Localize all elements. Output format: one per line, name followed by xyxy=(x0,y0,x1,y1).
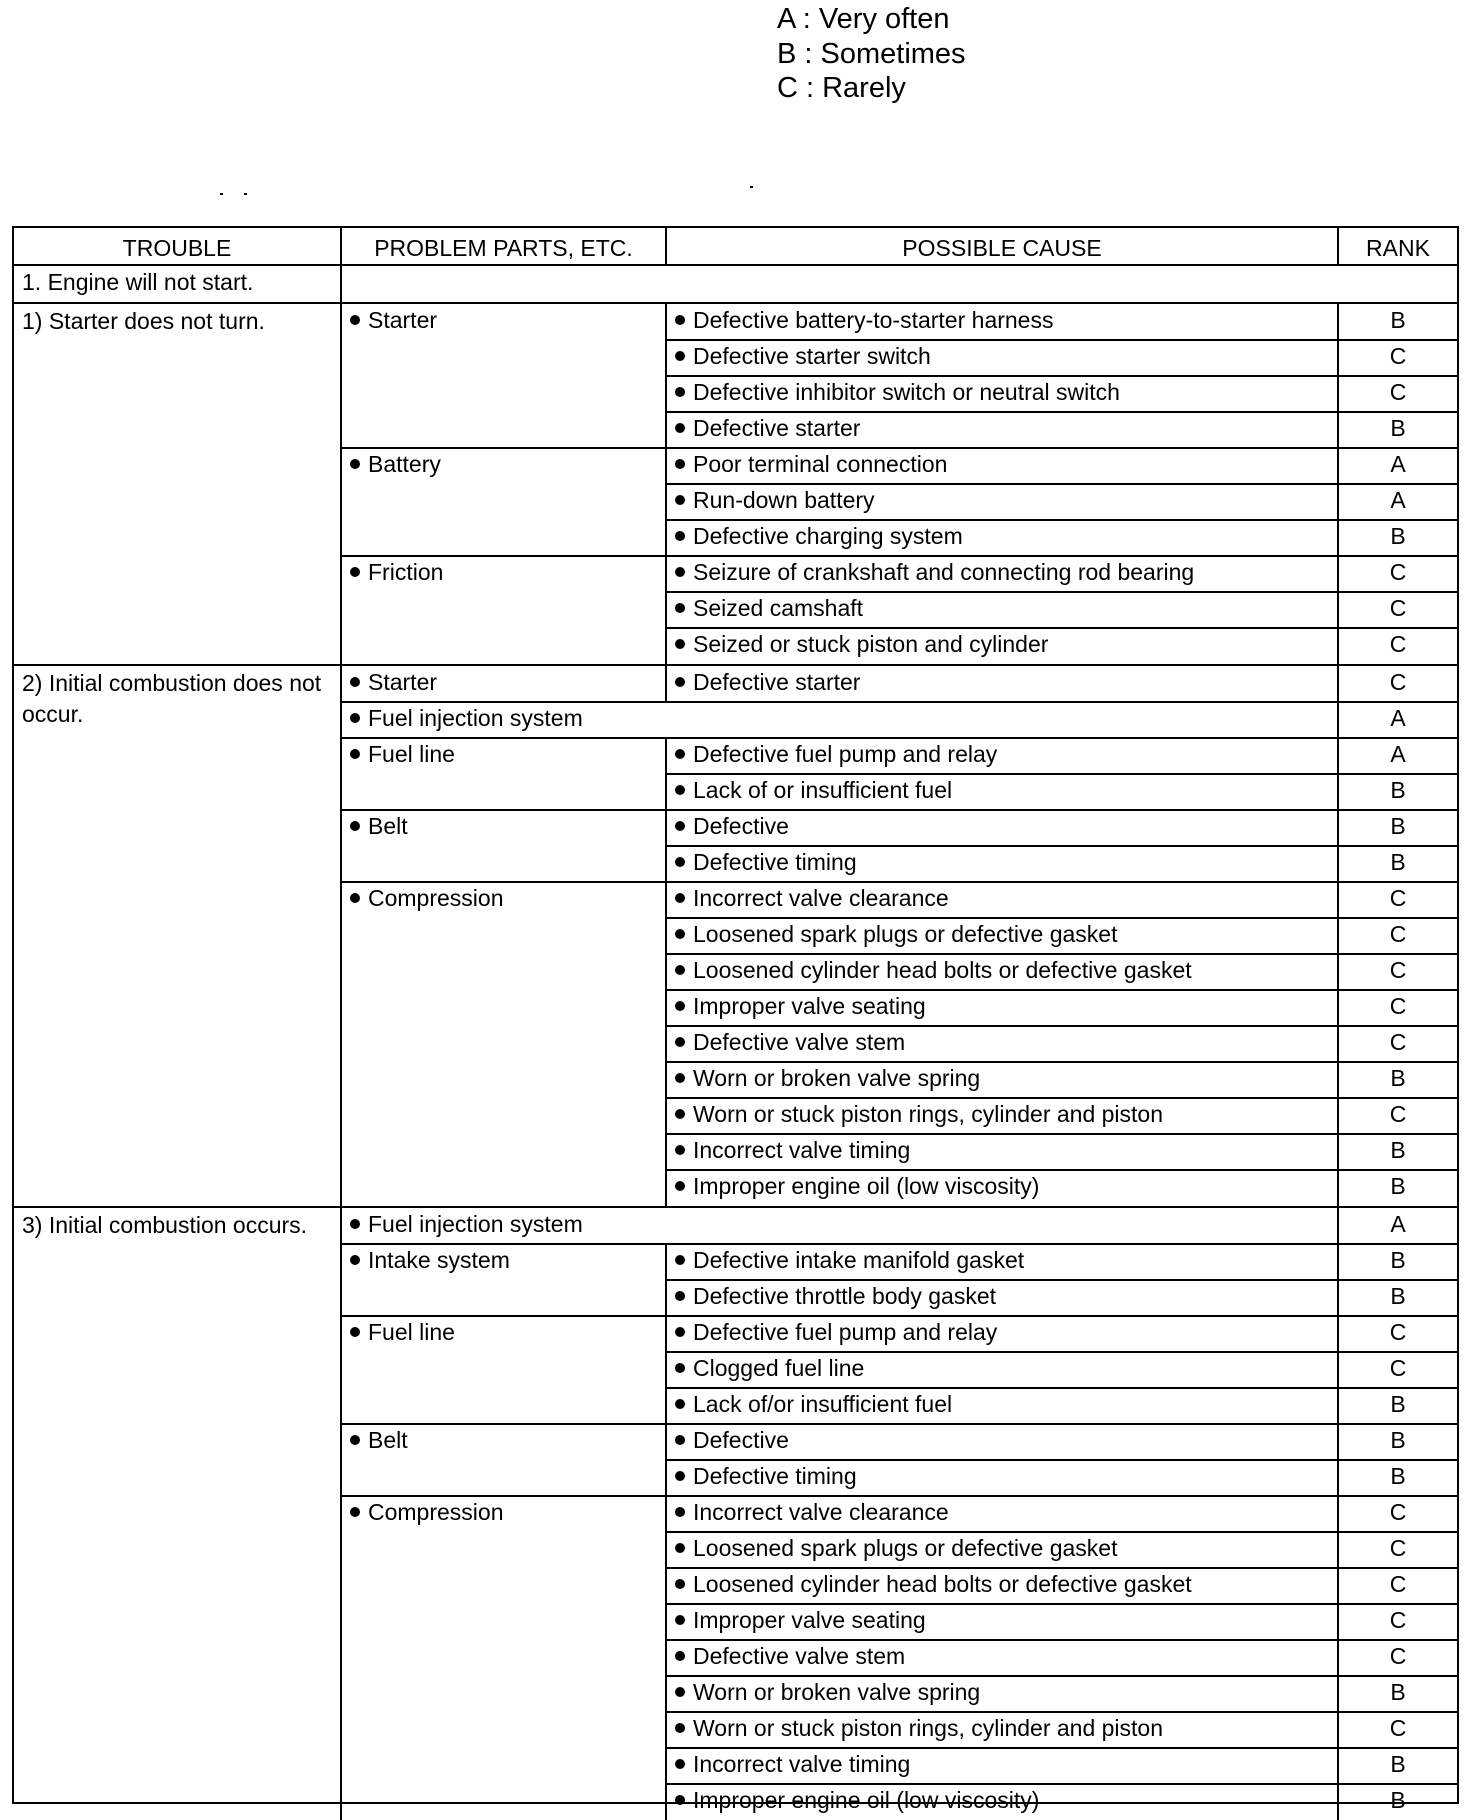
problem-part xyxy=(342,882,667,1206)
rank-cell-text: A xyxy=(1390,705,1406,731)
trouble-cell xyxy=(14,1208,342,1820)
scan-speck xyxy=(244,193,247,195)
cause-cell-text: Loosened spark plugs or defective gasket xyxy=(693,921,1118,947)
rank-cell-text: C xyxy=(1389,631,1407,657)
cause-cell xyxy=(667,954,1339,990)
cause-cell xyxy=(667,1098,1339,1134)
cause-cell-text: Defective intake manifold gasket xyxy=(693,1247,1025,1273)
bullet-icon xyxy=(350,749,360,759)
bullet-icon xyxy=(675,387,685,397)
problem-part-text: Fuel line xyxy=(368,1319,455,1345)
rank-cell xyxy=(1339,918,1457,954)
problem-part-span xyxy=(342,1208,1339,1244)
rank-cell xyxy=(1339,592,1457,628)
cause-cell xyxy=(667,666,1339,702)
rank-cell xyxy=(1339,1676,1457,1712)
rank-cell xyxy=(1339,1062,1457,1098)
cause-cell xyxy=(667,1604,1339,1640)
bullet-icon xyxy=(675,603,685,613)
cause-cell xyxy=(667,1784,1339,1820)
cause-cell-text: Incorrect valve timing xyxy=(693,1751,911,1777)
rank-cell-text: A xyxy=(1390,1211,1406,1237)
cause-cell-text: Loosened spark plugs or defective gasket xyxy=(693,1535,1118,1561)
bullet-icon xyxy=(675,1795,685,1805)
rank-cell xyxy=(1339,520,1457,556)
cause-cell-text: Defective inhibitor switch or neutral switch xyxy=(693,379,1120,405)
rank-cell-text: C xyxy=(1389,1643,1407,1669)
cause-cell-text: Defective starter xyxy=(693,415,861,441)
cause-cell-text: Defective xyxy=(693,813,789,839)
cause-cell xyxy=(667,1748,1339,1784)
rank-cell xyxy=(1339,1532,1457,1568)
cause-cell xyxy=(667,1062,1339,1098)
cause-cell xyxy=(667,1712,1339,1748)
cause-cell xyxy=(667,1568,1339,1604)
rank-cell-text: C xyxy=(1389,1571,1407,1597)
trouble-cell-text: 2) Initial combustion does not occur. xyxy=(22,670,322,728)
rank-cell xyxy=(1339,1496,1457,1532)
rank-cell xyxy=(1339,1604,1457,1640)
cause-cell xyxy=(667,1170,1339,1206)
rank-cell-text: B xyxy=(1390,1173,1406,1199)
rank-cell xyxy=(1339,340,1457,376)
bullet-icon xyxy=(675,1145,685,1155)
cause-cell-text: Seized camshaft xyxy=(693,595,864,621)
rank-cell xyxy=(1339,738,1457,774)
rank-cell-text: B xyxy=(1390,1751,1406,1777)
cause-cell-text: Improper engine oil (low viscosity) xyxy=(693,1787,1040,1813)
rank-cell xyxy=(1339,1208,1457,1244)
rank-cell-text: A xyxy=(1390,451,1406,477)
cause-cell-text: Loosened cylinder head bolts or defective gasket xyxy=(693,1571,1192,1597)
rank-cell xyxy=(1339,1640,1457,1676)
cause-cell xyxy=(667,304,1339,340)
bullet-icon xyxy=(350,713,360,723)
bullet-icon xyxy=(675,785,685,795)
cause-cell-text: Defective valve stem xyxy=(693,1643,906,1669)
bullet-icon xyxy=(675,1109,685,1119)
cause-cell xyxy=(667,810,1339,846)
cause-cell-text: Defective starter switch xyxy=(693,343,931,369)
scan-speck xyxy=(220,193,223,195)
rank-cell-text: C xyxy=(1389,957,1407,983)
rank-cell-text: C xyxy=(1389,1319,1407,1345)
problem-part xyxy=(342,810,667,882)
rank-cell xyxy=(1339,1748,1457,1784)
rank-cell-text: B xyxy=(1390,1787,1406,1813)
rank-cell xyxy=(1339,666,1457,702)
problem-part-text: Battery xyxy=(368,451,441,477)
problem-part xyxy=(342,1316,667,1424)
rank-cell xyxy=(1339,1316,1457,1352)
trouble-cell xyxy=(14,666,342,1206)
rank-cell xyxy=(1339,412,1457,448)
rank-cell-text: C xyxy=(1389,1355,1407,1381)
rank-cell-text: B xyxy=(1390,1283,1406,1309)
rank-cell-text: B xyxy=(1390,307,1406,333)
cause-cell xyxy=(667,376,1339,412)
cause-cell xyxy=(667,448,1339,484)
rank-cell-text: C xyxy=(1389,1535,1407,1561)
bullet-icon xyxy=(675,567,685,577)
cause-cell xyxy=(667,340,1339,376)
bullet-icon xyxy=(675,315,685,325)
cause-cell xyxy=(667,738,1339,774)
bullet-icon xyxy=(675,857,685,867)
cause-cell xyxy=(667,1424,1339,1460)
cause-cell xyxy=(667,556,1339,592)
bullet-icon xyxy=(350,459,360,469)
trouble-cell xyxy=(14,304,342,664)
header-cause-text: POSSIBLE CAUSE xyxy=(902,235,1102,261)
bullet-icon xyxy=(675,965,685,975)
rank-cell xyxy=(1339,1026,1457,1062)
rank-cell xyxy=(1339,774,1457,810)
bullet-icon xyxy=(350,821,360,831)
cause-cell-text: Run-down battery xyxy=(693,487,875,513)
rank-cell-text: B xyxy=(1390,1065,1406,1091)
header-parts-text: PROBLEM PARTS, ETC. xyxy=(374,235,633,261)
rank-cell-text: C xyxy=(1389,343,1407,369)
cause-cell xyxy=(667,1316,1339,1352)
cause-cell-text: Defective fuel pump and relay xyxy=(693,741,998,767)
bullet-icon xyxy=(675,1327,685,1337)
cause-cell xyxy=(667,592,1339,628)
rank-cell xyxy=(1339,1244,1457,1280)
cause-cell-text: Improper valve seating xyxy=(693,993,926,1019)
problem-part-text: Compression xyxy=(368,885,504,911)
cause-cell xyxy=(667,412,1339,448)
rank-cell xyxy=(1339,954,1457,990)
cause-cell xyxy=(667,774,1339,810)
cause-cell xyxy=(667,990,1339,1026)
cause-cell xyxy=(667,1676,1339,1712)
cause-cell xyxy=(667,520,1339,556)
header-parts xyxy=(342,228,667,264)
problem-part-text: Friction xyxy=(368,559,444,585)
header-trouble xyxy=(14,228,342,264)
rank-cell-text: B xyxy=(1390,1679,1406,1705)
rank-cell xyxy=(1339,1134,1457,1170)
problem-part xyxy=(342,738,667,810)
bullet-icon xyxy=(675,1687,685,1697)
bullet-icon xyxy=(675,749,685,759)
cause-cell-text: Defective battery-to-starter harness xyxy=(693,307,1054,333)
rank-cell-text: A xyxy=(1390,487,1406,513)
problem-part-span xyxy=(342,702,1339,738)
problem-part-text: Starter xyxy=(368,669,438,695)
rank-legend xyxy=(777,2,966,106)
bullet-icon xyxy=(675,459,685,469)
rank-cell xyxy=(1339,1388,1457,1424)
bullet-icon xyxy=(350,1435,360,1445)
bullet-icon xyxy=(350,893,360,903)
rank-cell-text: B xyxy=(1390,523,1406,549)
rank-cell-text: C xyxy=(1389,1499,1407,1525)
cause-cell-text: Defective fuel pump and relay xyxy=(693,1319,998,1345)
bullet-icon xyxy=(675,1001,685,1011)
problem-part-text: Belt xyxy=(368,1427,408,1453)
bullet-icon xyxy=(675,639,685,649)
cause-cell xyxy=(667,1026,1339,1062)
bullet-icon xyxy=(350,1507,360,1517)
cause-cell xyxy=(667,846,1339,882)
rank-cell xyxy=(1339,628,1457,664)
bullet-icon xyxy=(675,351,685,361)
cause-cell-text: Clogged fuel line xyxy=(693,1355,865,1381)
rank-cell-text: C xyxy=(1389,379,1407,405)
rank-cell xyxy=(1339,304,1457,340)
rank-cell-text: B xyxy=(1390,849,1406,875)
rank-cell-text: C xyxy=(1389,993,1407,1019)
bullet-icon xyxy=(675,929,685,939)
rank-cell xyxy=(1339,1460,1457,1496)
rank-cell xyxy=(1339,556,1457,592)
troubleshooting-table xyxy=(12,226,1459,1813)
rank-cell-text: B xyxy=(1390,1391,1406,1417)
cause-cell xyxy=(667,882,1339,918)
rank-cell xyxy=(1339,846,1457,882)
bullet-icon xyxy=(675,1507,685,1517)
trouble-cell-text: 3) Initial combustion occurs. xyxy=(22,1212,308,1238)
legend-item-b: B : Sometimes xyxy=(777,37,966,70)
cause-cell-text: Defective throttle body gasket xyxy=(693,1283,996,1309)
bullet-icon xyxy=(675,1363,685,1373)
cause-cell-text: Defective timing xyxy=(693,849,857,875)
bullet-icon xyxy=(675,1759,685,1769)
problem-part xyxy=(342,556,667,664)
problem-part xyxy=(342,1424,667,1496)
rank-cell xyxy=(1339,1568,1457,1604)
cause-cell-text: Improper engine oil (low viscosity) xyxy=(693,1173,1040,1199)
cause-cell-text: Defective timing xyxy=(693,1463,857,1489)
legend-item-c: C : Rarely xyxy=(777,72,906,104)
problem-part xyxy=(342,1244,667,1316)
rank-cell xyxy=(1339,484,1457,520)
rank-cell-text: B xyxy=(1390,1427,1406,1453)
rank-cell-text: C xyxy=(1389,669,1407,695)
cause-cell-text: Defective xyxy=(693,1427,789,1453)
cause-cell-text: Loosened cylinder head bolts or defective gasket xyxy=(693,957,1192,983)
cause-cell-text: Worn or broken valve spring xyxy=(693,1065,981,1091)
rank-cell-text: A xyxy=(1390,741,1406,767)
rank-cell xyxy=(1339,702,1457,738)
cause-cell-text: Lack of or insufficient fuel xyxy=(693,777,953,803)
rank-cell xyxy=(1339,810,1457,846)
bullet-icon xyxy=(675,1579,685,1589)
rank-cell-text: B xyxy=(1390,1463,1406,1489)
problem-part-text: Starter xyxy=(368,307,438,333)
bullet-icon xyxy=(675,1181,685,1191)
rank-cell-text: C xyxy=(1389,1715,1407,1741)
bullet-icon xyxy=(675,1615,685,1625)
bullet-icon xyxy=(350,1327,360,1337)
bullet-icon xyxy=(675,677,685,687)
rank-cell-text: B xyxy=(1390,813,1406,839)
rank-cell xyxy=(1339,376,1457,412)
bullet-icon xyxy=(675,531,685,541)
cause-cell-text: Seized or stuck piston and cylinder xyxy=(693,631,1049,657)
header-rank-text: RANK xyxy=(1366,235,1430,261)
rank-cell-text: C xyxy=(1389,1607,1407,1633)
cause-cell-text: Seizure of crankshaft and connecting rod bearing xyxy=(693,559,1195,585)
bullet-icon xyxy=(350,1219,360,1229)
rank-cell-text: B xyxy=(1390,1247,1406,1273)
bullet-icon xyxy=(675,423,685,433)
cause-cell xyxy=(667,484,1339,520)
cause-cell-text: Incorrect valve clearance xyxy=(693,885,949,911)
bullet-icon xyxy=(675,1435,685,1445)
rank-cell xyxy=(1339,1712,1457,1748)
bullet-icon xyxy=(675,495,685,505)
header-cause xyxy=(667,228,1339,264)
bullet-icon xyxy=(675,1723,685,1733)
cause-cell-text: Worn or stuck piston rings, cylinder and piston xyxy=(693,1101,1164,1127)
bullet-icon xyxy=(675,1471,685,1481)
legend-item-a: A : Very often xyxy=(777,3,950,35)
cause-cell-text: Lack of/or insufficient fuel xyxy=(693,1391,953,1417)
problem-part-text: Intake system xyxy=(368,1247,510,1273)
cause-cell-text: Worn or broken valve spring xyxy=(693,1679,981,1705)
rank-cell-text: C xyxy=(1389,559,1407,585)
cause-cell xyxy=(667,1388,1339,1424)
problem-part-text: Belt xyxy=(368,813,408,839)
rank-cell-text: B xyxy=(1390,777,1406,803)
rank-cell-text: B xyxy=(1390,415,1406,441)
section-title xyxy=(14,266,342,302)
bullet-icon xyxy=(675,1651,685,1661)
bullet-icon xyxy=(675,1543,685,1553)
problem-part-text: Fuel line xyxy=(368,741,455,767)
cause-cell-text: Defective starter xyxy=(693,669,861,695)
rank-cell xyxy=(1339,882,1457,918)
bullet-icon xyxy=(350,315,360,325)
rank-cell-text: B xyxy=(1390,1137,1406,1163)
cause-cell-text: Poor terminal connection xyxy=(693,451,948,477)
rank-cell xyxy=(1339,990,1457,1026)
rank-cell xyxy=(1339,1784,1457,1820)
rank-cell xyxy=(1339,1280,1457,1316)
cause-cell xyxy=(667,1244,1339,1280)
trouble-cell-text: 1) Starter does not turn. xyxy=(22,308,265,334)
rank-cell-text: C xyxy=(1389,595,1407,621)
header-trouble-text: TROUBLE xyxy=(122,235,232,261)
rank-cell-text: C xyxy=(1389,885,1407,911)
rank-cell-text: C xyxy=(1389,1101,1407,1127)
cause-cell xyxy=(667,918,1339,954)
cause-cell xyxy=(667,1532,1339,1568)
cause-cell-text: Defective charging system xyxy=(693,523,963,549)
problem-part xyxy=(342,448,667,556)
bullet-icon xyxy=(675,1255,685,1265)
bullet-icon xyxy=(675,1037,685,1047)
bullet-icon xyxy=(675,1291,685,1301)
section-title-text: 1. Engine will not start. xyxy=(22,269,254,295)
problem-part-text: Compression xyxy=(368,1499,504,1525)
scan-speck xyxy=(750,186,753,188)
bullet-icon xyxy=(350,1255,360,1265)
problem-part xyxy=(342,666,667,702)
cause-cell-text: Defective valve stem xyxy=(693,1029,906,1055)
bullet-icon xyxy=(675,1073,685,1083)
cause-cell xyxy=(667,1352,1339,1388)
cause-cell xyxy=(667,1134,1339,1170)
rank-cell xyxy=(1339,1098,1457,1134)
rank-cell xyxy=(1339,1170,1457,1206)
bullet-icon xyxy=(350,567,360,577)
rank-cell xyxy=(1339,1352,1457,1388)
rank-cell xyxy=(1339,1424,1457,1460)
rank-cell-text: C xyxy=(1389,921,1407,947)
bullet-icon xyxy=(675,821,685,831)
cause-cell xyxy=(667,1640,1339,1676)
cause-cell xyxy=(667,1460,1339,1496)
problem-part-span-text: Fuel injection system xyxy=(368,1211,583,1237)
rank-cell xyxy=(1339,448,1457,484)
problem-part-span-text: Fuel injection system xyxy=(368,705,583,731)
header-rank xyxy=(1339,228,1457,264)
cause-cell xyxy=(667,1496,1339,1532)
cause-cell xyxy=(667,628,1339,664)
rank-cell-text: C xyxy=(1389,1029,1407,1055)
cause-cell xyxy=(667,1280,1339,1316)
cause-cell-text: Incorrect valve clearance xyxy=(693,1499,949,1525)
bullet-icon xyxy=(675,893,685,903)
cause-cell-text: Incorrect valve timing xyxy=(693,1137,911,1163)
bullet-icon xyxy=(675,1399,685,1409)
problem-part xyxy=(342,304,667,448)
cause-cell-text: Worn or stuck piston rings, cylinder and piston xyxy=(693,1715,1164,1741)
problem-part xyxy=(342,1496,667,1820)
cause-cell-text: Improper valve seating xyxy=(693,1607,926,1633)
bullet-icon xyxy=(350,677,360,687)
